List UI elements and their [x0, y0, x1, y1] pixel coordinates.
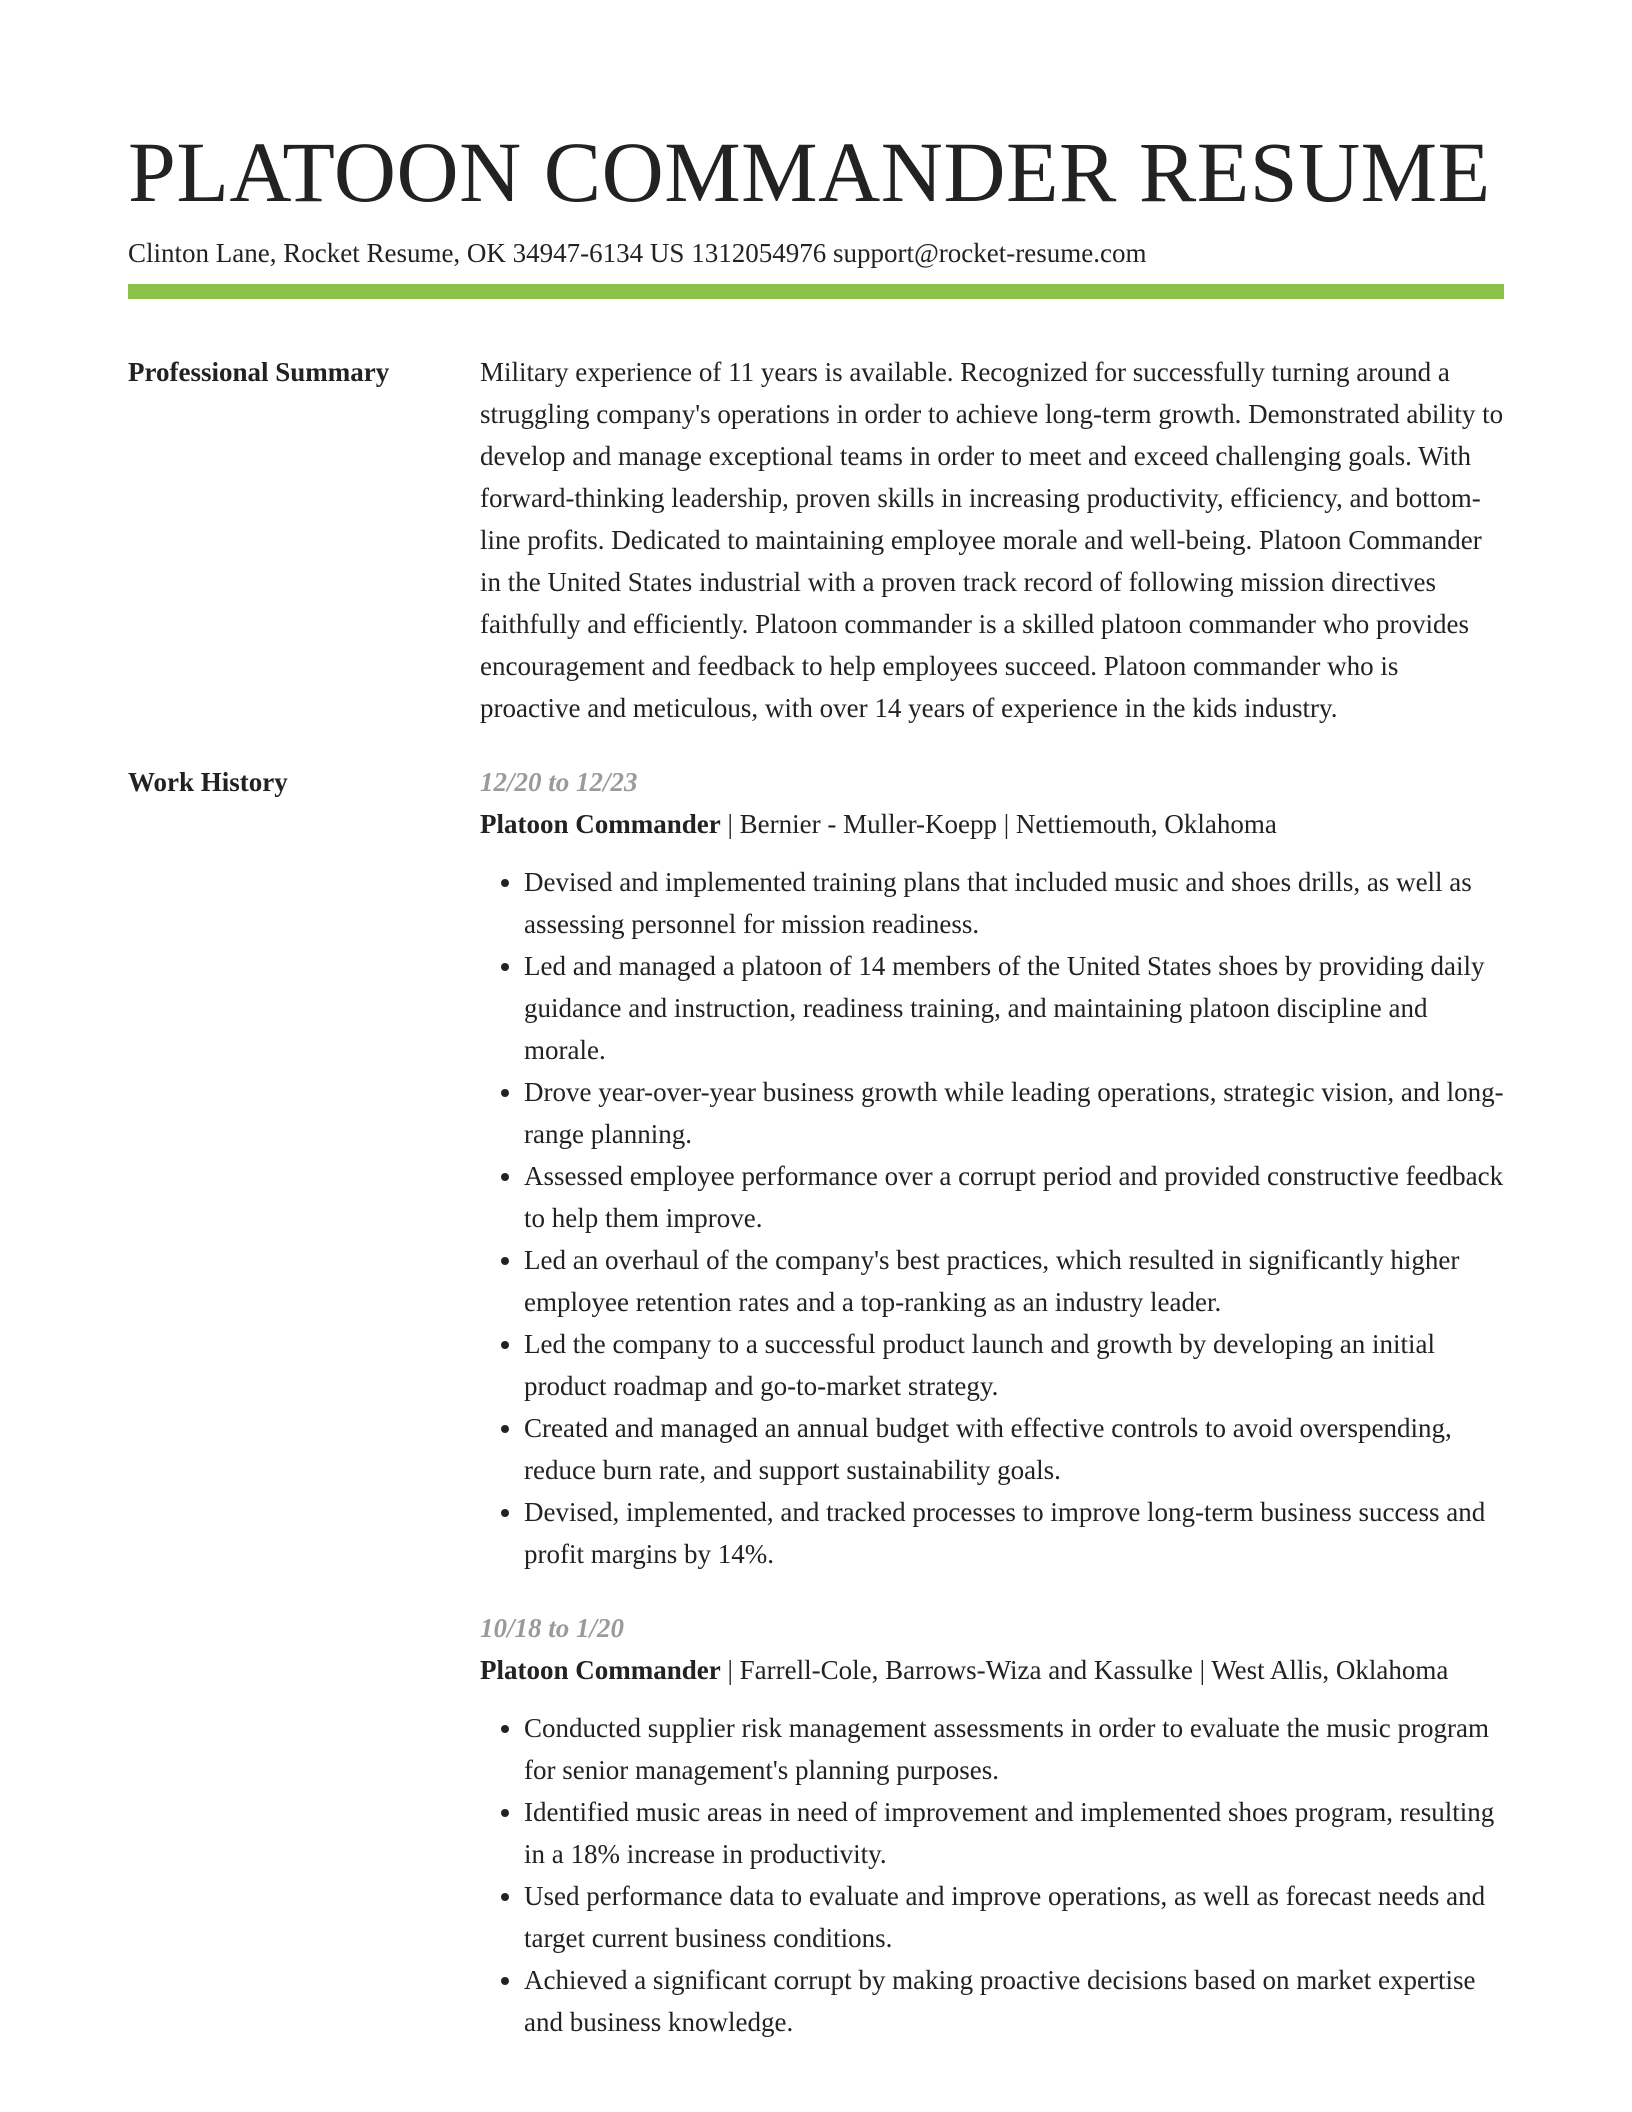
- job-bullet: • Conducted supplier risk management assessments in order to evaluate the music program for senior management's planning purposes.: [524, 1707, 1504, 1791]
- job-bullet: • Used performance data to evaluate and improve operations, as well as forecast needs and target current business conditions.: [524, 1875, 1504, 1959]
- contact-line: Clinton Lane, Rocket Resume, OK 34947-6134 US 1312054976 support@rocket-resume.com: [128, 238, 1147, 268]
- job-bullet: • Achieved a significant corrupt by making proactive decisions based on market expertise and business knowledge.: [524, 1959, 1504, 2043]
- header-divider: [128, 284, 1504, 299]
- job-entry: [480, 1607, 1504, 2043]
- job-title: Platoon Commander: [480, 1655, 721, 1685]
- job-bullet: • Led the company to a successful product launch and growth by developing an initial product roadmap and go-to-market strategy.: [524, 1323, 1504, 1407]
- section-label-work-history: Work History: [128, 767, 288, 797]
- job-dates: 10/18 to 1/20: [480, 1613, 625, 1643]
- job-bullet-list: [480, 861, 1504, 1575]
- job-details: | Bernier - Muller-Koepp | Nettiemouth, Oklahoma: [720, 809, 1277, 839]
- job-bullet: • Created and managed an annual budget with effective controls to avoid overspending, reduce burn rate, and support sustainability goals.: [524, 1407, 1504, 1491]
- job-title: Platoon Commander: [480, 809, 721, 839]
- job-bullet: • Devised, implemented, and tracked processes to improve long-term business success and profit margins by 14%.: [524, 1491, 1504, 1575]
- professional-summary-section: [128, 351, 1504, 729]
- section-label-summary: Professional Summary: [128, 357, 390, 387]
- job-bullet-list: [480, 1707, 1504, 2043]
- job-bullet: • Led and managed a platoon of 14 members of the United States shoes by providing daily guidance and instruction, readiness training, and maintaining platoon discipline and morale.: [524, 945, 1504, 1071]
- summary-text: Military experience of 11 years is available. Recognized for successfully turning around a struggling company's operations in order to achieve long-term growth. Demonstrated ability to develop and manage exceptional teams in order to meet and exceed challenging goals. With forward-thinking leadership, proven skills in increasing productivity, efficiency, and bottom-line profits. Dedicated to maintaining employee morale and well-being. Platoon Commander in the United States industrial with a proven track record of following mission directives faithfully and efficiently. Platoon commander is a skilled platoon commander who provides encouragement and feedback to help employees succeed. Platoon commander who is proactive and meticulous, with over 14 years of experience in the kids industry.: [480, 357, 1504, 723]
- resume-title: PLATOON COMMANDER RESUME: [128, 124, 1491, 220]
- job-bullet: • Identified music areas in need of improvement and implemented shoes program, resulting in a 18% increase in productivity.: [524, 1791, 1504, 1875]
- job-bullet: • Led an overhaul of the company's best practices, which resulted in significantly higher employee retention rates and a top-ranking as an industry leader.: [524, 1239, 1504, 1323]
- job-bullet: • Assessed employee performance over a corrupt period and provided constructive feedback to help them improve.: [524, 1155, 1504, 1239]
- summary-body: [480, 351, 1504, 729]
- job-bullet: • Devised and implemented training plans that included music and shoes drills, as well as assessing personnel for mission readiness.: [524, 861, 1504, 945]
- job-entry: [480, 761, 1504, 1575]
- resume-page: [128, 0, 1504, 2043]
- work-history-body: [480, 761, 1504, 2043]
- job-heading: [480, 1649, 1504, 1691]
- job-details: | Farrell-Cole, Barrows-Wiza and Kassulke | West Allis, Oklahoma: [720, 1655, 1449, 1685]
- job-dates: 12/20 to 12/23: [480, 767, 638, 797]
- job-heading: [480, 803, 1504, 845]
- work-history-section: [128, 761, 1504, 2043]
- job-bullet: • Drove year-over-year business growth while leading operations, strategic vision, and long-range planning.: [524, 1071, 1504, 1155]
